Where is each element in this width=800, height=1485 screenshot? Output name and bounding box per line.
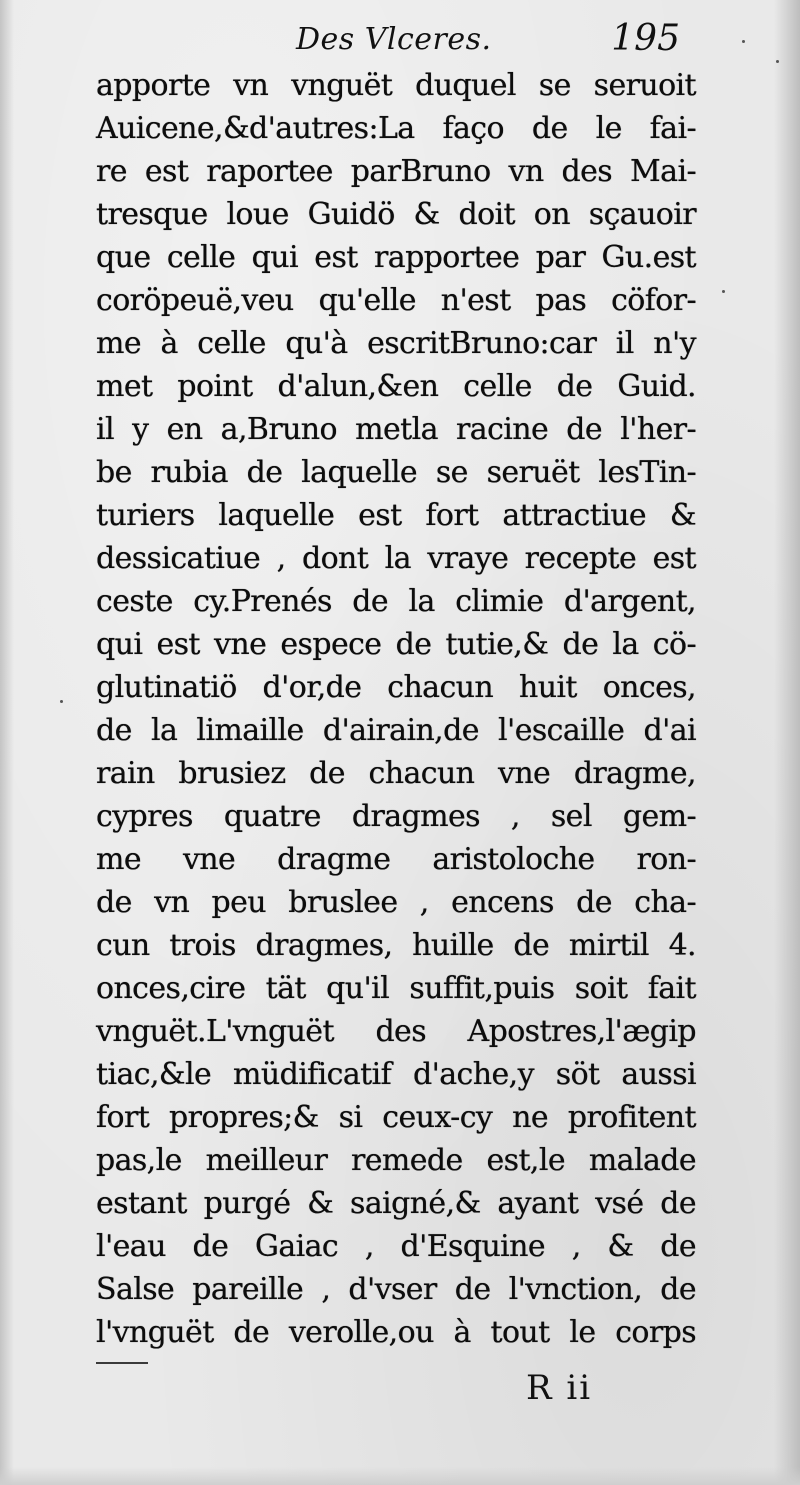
page-number: 195 [611, 18, 680, 59]
running-head: Des Vlceres. [296, 22, 492, 57]
text-line: vnguët.L'vnguët des Apostres,l'ægip [96, 1014, 696, 1049]
body-text [96, 64, 696, 1354]
text-line: tresque loue Guidö & doit on sçauoir [96, 197, 696, 232]
text-line: tiac,&le müdificatif d'ache,y söt aussi [96, 1057, 696, 1092]
text-line: l'vnguët de verolle,ou à tout le corps [96, 1315, 696, 1350]
text-line: dessicatiue , dont la vraye recepte est [96, 541, 696, 576]
text-line: qui est vne espece de tutie,& de la cö- [96, 627, 696, 662]
text-line: apporte vn vnguët duquel se seruoit [96, 68, 696, 103]
page-header [96, 18, 686, 62]
text-line: cypres quatre dragmes , sel gem- [96, 799, 696, 834]
text-line: Salse pareille , d'vser de l'vnction, de [96, 1272, 696, 1307]
text-line: estant purgé & saigné,& ayant vsé de [96, 1186, 696, 1221]
text-line: pas,le meilleur remede est,le malade [96, 1143, 696, 1178]
text-line: turiers laquelle est fort attractiue & [96, 498, 696, 533]
text-line: onces,cire tät qu'il suffit,puis soit fait [96, 971, 696, 1006]
text-line: re est raportee parBruno vn des Mai- [96, 154, 696, 189]
text-line: ceste cy.Prenés de la climie d'argent, [96, 584, 696, 619]
signature-mark: R ii [526, 1368, 593, 1408]
page-left-edge [0, 0, 14, 1485]
text-line: me à celle qu'à escritBruno:car il n'y [96, 326, 696, 361]
text-line: l'eau de Gaiac , d'Esquine , & de [96, 1229, 696, 1264]
paper-speck [722, 290, 725, 293]
text-line: de vn peu bruslee , encens de cha- [96, 885, 696, 920]
text-line: que celle qui est rapportee par Gu.est [96, 240, 696, 275]
paper-speck [60, 700, 63, 703]
text-line: fort propres;& si ceux-cy ne profitent [96, 1100, 696, 1135]
text-line: de la limaille d'airain,de l'escaille d'ai [96, 713, 696, 748]
text-line: met point d'alun,&en celle de Guid. [96, 369, 696, 404]
footer-rule [96, 1362, 148, 1364]
page-bottom-edge [0, 1467, 800, 1485]
text-line: be rubia de laquelle se seruët lesTin- [96, 455, 696, 490]
paper-speck [742, 40, 745, 43]
text-line: rain brusiez de chacun vne dragme, [96, 756, 696, 791]
paper-speck [776, 60, 779, 63]
text-line: coröpeuë,veu qu'elle n'est pas cöfor- [96, 283, 696, 318]
text-line: cun trois dragmes, huille de mirtil 4. [96, 928, 696, 963]
text-line: me vne dragme aristoloche ron- [96, 842, 696, 877]
text-line: Auicene,&d'autres:La faço de le fai- [96, 111, 696, 146]
page-right-edge [774, 0, 800, 1485]
text-line: il y en a,Bruno metla racine de l'her- [96, 412, 696, 447]
text-line: glutinatiö d'or,de chacun huit onces, [96, 670, 696, 705]
